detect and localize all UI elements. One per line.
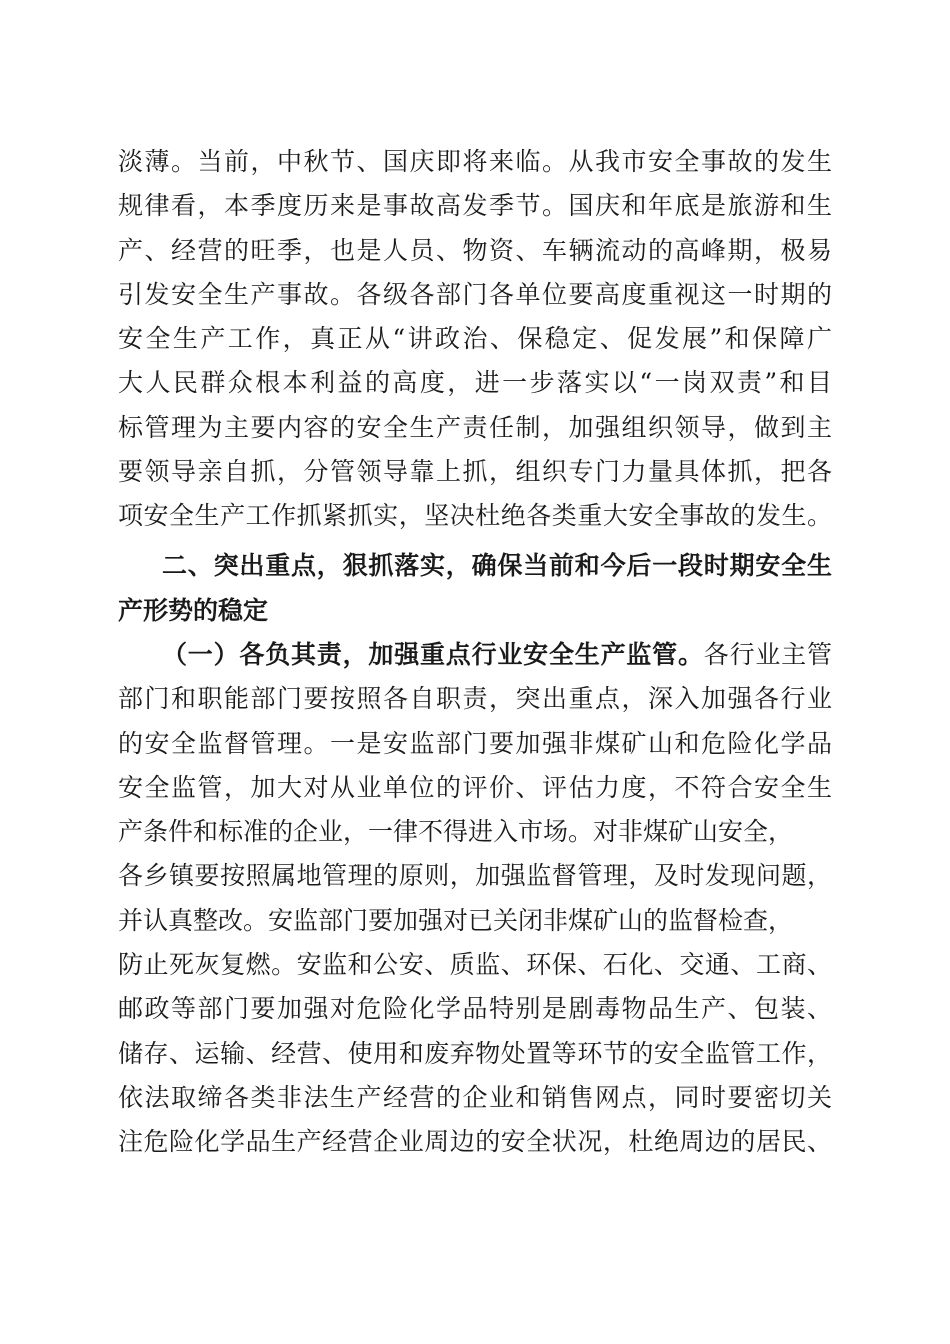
subsection-1-line: 各乡镇要按照属地管理的原则，加强监督管理，及时发现问题， [118,861,832,891]
paragraph-1-line: 要领导亲自抓，分管领导靠上抓，组织专门力量具体抓，把各 [118,457,832,487]
paragraph-1-line: 标管理为主要内容的安全生产责任制，加强组织领导，做到主 [118,412,832,442]
paragraph-1-line: 规律看，本季度历来是事故高发季节。国庆和年底是旅游和生 [118,191,832,221]
subsection-1-title: （一）各负其责，加强重点行业安全生产监管。 [162,639,704,669]
subsection-1-first-line [118,633,832,677]
paragraph-1-line: 大人民群众根本利益的高度，进一步落实以“一岗双责”和目 [118,368,832,398]
paragraph-1-line: 项安全生产工作抓紧抓实，坚决杜绝各类重大安全事故的发生。 [118,501,832,531]
subsection-1-line: 注危险化学品生产经营企业周边的安全状况，杜绝周边的居民、 [118,1127,832,1157]
subsection-1-line: 安全监管，加大对从业单位的评价、评估力度，不符合安全生 [118,772,832,802]
paragraph-1-line: 安全生产工作，真正从“讲政治、保稳定、促发展”和保障广 [118,324,832,354]
subsection-1-line: 产条件和标准的企业，一律不得进入市场。对非煤矿山安全， [118,817,794,847]
subsection-1-line: 防止死灰复燃。安监和公安、质监、环保、石化、交通、工商、 [118,950,832,980]
paragraph-1-line: 产、经营的旺季，也是人员、物资、车辆流动的高峰期，极易 [118,235,832,265]
subsection-1-text: 各行业主管 [703,639,832,669]
subsection-1-line: 并认真整改。安监部门要加强对已关闭非煤矿山的监督检查， [118,905,794,935]
subsection-1-line: 储存、运输、经营、使用和废弃物处置等环节的安全监管工作， [118,1038,832,1068]
paragraph-1-line: 淡薄。当前，中秋节、国庆即将来临。从我市安全事故的发生 [118,147,832,176]
subsection-1-line: 邮政等部门要加强对危险化学品特别是剧毒物品生产、包装、 [118,994,832,1024]
subsection-1-line: 的安全监督管理。一是安监部门要加强非煤矿山和危险化学品 [118,728,832,758]
subsection-1-line: 依法取缔各类非法生产经营的企业和销售网点，同时要密切关 [118,1082,832,1112]
document-body [118,140,832,1165]
paragraph-1-line: 引发安全生产事故。各级各部门各单位要高度重视这一时期的 [118,279,832,309]
section-2-heading-line: 二、突出重点，狠抓落实，确保当前和今后一段时期安全生 [162,551,832,581]
subsection-1-line: 部门和职能部门要按照各自职责，突出重点，深入加强各行业 [118,684,832,714]
section-2-heading-line: 产形势的稳定 [118,595,269,625]
